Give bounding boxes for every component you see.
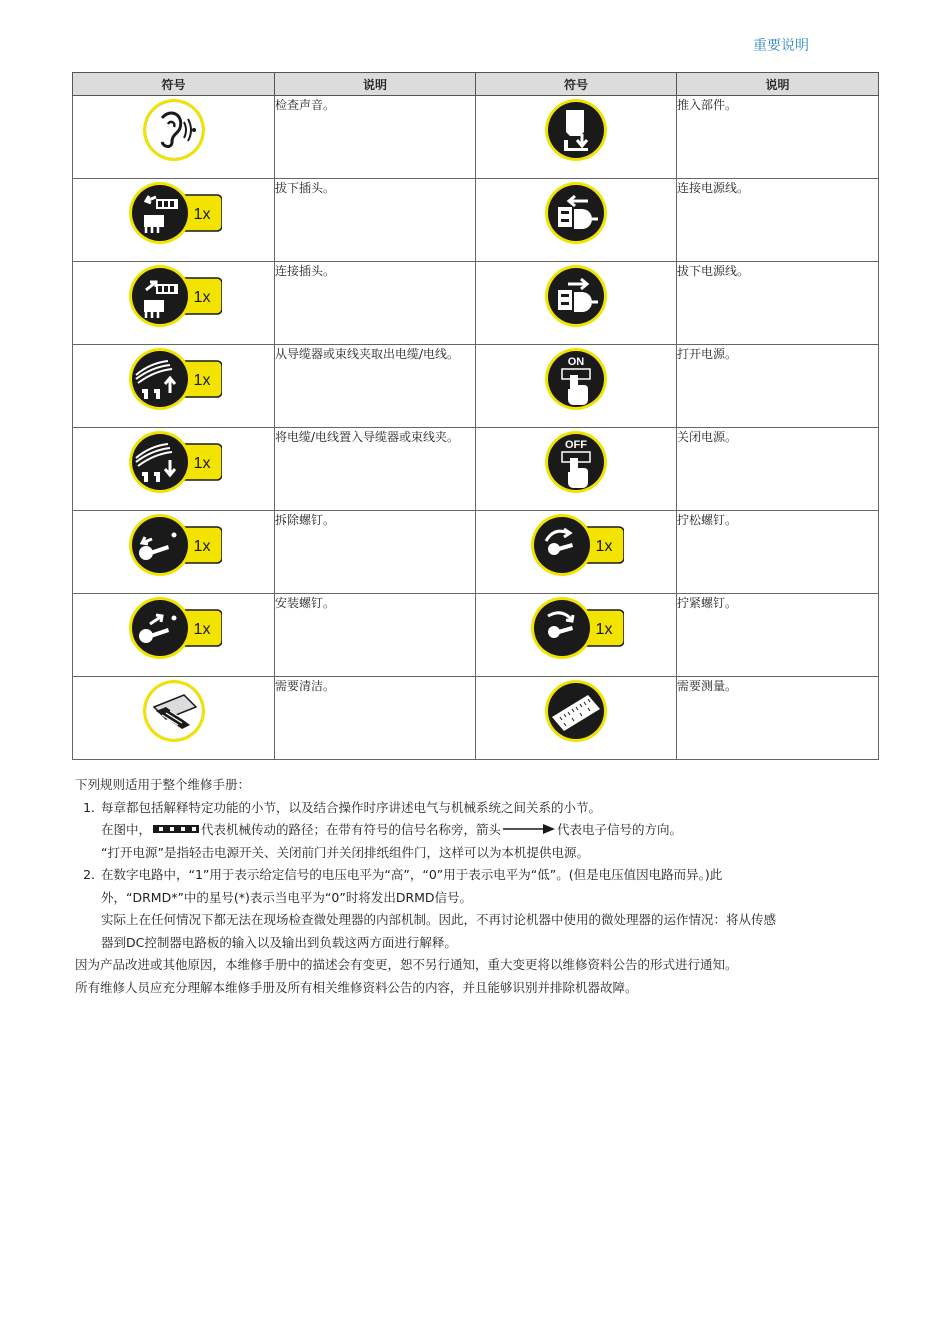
count-badge-text: 1x	[595, 621, 613, 638]
header-desc-left: 说明	[275, 73, 476, 96]
connect-connector-icon	[126, 262, 222, 330]
power-on-icon	[542, 345, 610, 413]
desc-remove-cable: 从导缆器或束线夹取出电缆/电线。	[275, 345, 476, 428]
table-row	[73, 345, 879, 428]
desc-connect-connector: 连接插头。	[275, 262, 476, 345]
put-cable-into-guide-icon	[126, 428, 222, 496]
table-row	[73, 96, 879, 179]
count-badge-text: 1x	[595, 538, 613, 555]
table-row	[73, 511, 879, 594]
desc-unplug-connector: 拔下插头。	[275, 179, 476, 262]
install-screw-icon	[126, 594, 222, 662]
signal-arrow-icon	[503, 819, 555, 842]
note-change: 因为产品改进或其他原因，本维修手册中的描述会有变更，恕不另行通知，重大变更将以维修资料公告的形式进行通知。	[75, 957, 738, 973]
count-badge-text: 1x	[193, 289, 210, 306]
remove-cable-from-guide-icon	[126, 345, 222, 413]
measurement-icon	[542, 677, 610, 745]
unplug-connector-icon	[126, 179, 222, 247]
table-header-row	[73, 73, 879, 96]
desc-loosen-screw: 拧松螺钉。	[677, 511, 879, 594]
table-row	[73, 677, 879, 760]
rules-section	[75, 774, 885, 999]
page-header-title: 重要说明	[753, 38, 809, 54]
desc-measurement: 需要测量。	[677, 677, 879, 760]
power-on-label: ON	[567, 356, 585, 368]
power-off-icon	[542, 428, 610, 496]
symbol-table	[72, 72, 879, 760]
table-row	[73, 262, 879, 345]
rules-intro: 下列规则适用于整个维修手册：	[75, 777, 251, 792]
rule-item-1-line2: 在图中， 代表机械传动的路径；在带有符号的信号名称旁，箭头 代表电子信号的方向。	[75, 819, 885, 842]
rule-item-2-line2: 外，“DRMD*”中的星号(*)表示当电平为“0”时将发出DRMD信号。	[101, 889, 473, 905]
desc-unplug-power-cord: 拔下电源线。	[677, 262, 879, 345]
count-badge-text: 1x	[193, 538, 210, 555]
remove-screw-icon	[126, 511, 222, 579]
desc-check-sound: 检查声音。	[275, 96, 476, 179]
rule-item-1-line3: “打开电源”是指轻击电源开关、关闭前门并关闭排纸组件门，这样可以为本机提供电源。	[101, 844, 589, 860]
tighten-screw-icon	[528, 594, 624, 662]
unplug-power-cord-icon	[542, 262, 610, 330]
header-symbol-right: 符号	[476, 73, 677, 96]
rule-item-2: 2. 在数字电路中，“1”用于表示给定信号的电压电平为“高”，“0”用于表示电平为“低”。(但是电压值因电路而异。)此	[83, 867, 723, 883]
desc-power-off: 关闭电源。	[677, 428, 879, 511]
header-desc-right: 说明	[677, 73, 879, 96]
desc-tighten-screw: 拧紧螺钉。	[677, 594, 879, 677]
table-row	[73, 428, 879, 511]
desc-power-on: 打开电源。	[677, 345, 879, 428]
count-badge-text: 1x	[193, 621, 210, 638]
count-badge-text: 1x	[193, 206, 210, 223]
desc-cleaning: 需要清洁。	[275, 677, 476, 760]
count-badge-text: 1x	[193, 372, 210, 389]
rule-item-1: 1. 每章都包括解释特定功能的小节，以及结合操作时序讲述电气与机械系统之间关系的小节。	[83, 799, 602, 815]
desc-push-part: 推入部件。	[677, 96, 879, 179]
desc-remove-screw: 拆除螺钉。	[275, 511, 476, 594]
loosen-screw-icon	[528, 511, 624, 579]
connect-power-cord-icon	[542, 179, 610, 247]
header-symbol-left: 符号	[73, 73, 275, 96]
count-badge-text: 1x	[193, 455, 210, 472]
cleaning-icon	[140, 677, 208, 745]
desc-connect-power-cord: 连接电源线。	[677, 179, 879, 262]
rule-item-2-line4: 器到DC控制器电路板的输入以及输出到负载这两方面进行解释。	[101, 934, 457, 950]
ear-sound-icon	[140, 96, 208, 164]
desc-put-cable: 将电缆/电线置入导缆器或束线夹。	[275, 428, 476, 511]
mechanical-path-icon	[153, 819, 199, 842]
rule-item-2-line3: 实际上在任何情况下都无法在现场检查微处理器的内部机制。因此，不再讨论机器中使用的微处理器的运作情况：将从传感	[101, 912, 777, 928]
note-personnel: 所有维修人员应充分理解本维修手册及所有相关维修资料公告的内容，并且能够识别并排除机器故障。	[75, 979, 638, 995]
push-part-icon	[542, 96, 610, 164]
table-row	[73, 594, 879, 677]
power-off-label: OFF	[565, 439, 587, 451]
table-row	[73, 179, 879, 262]
desc-install-screw: 安装螺钉。	[275, 594, 476, 677]
